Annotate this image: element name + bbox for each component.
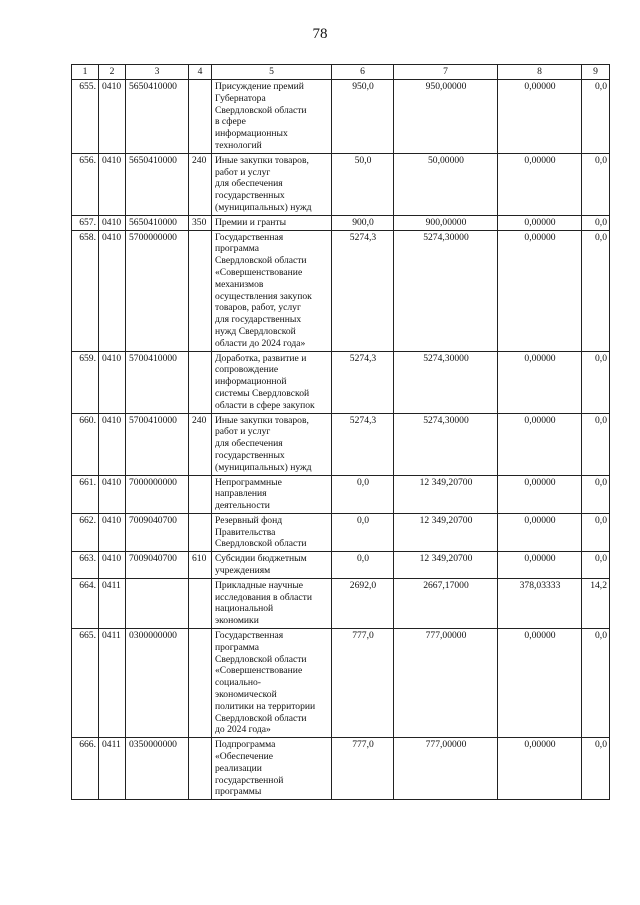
section-code: 0411 [99,578,126,628]
section-code: 0410 [99,215,126,230]
table-row [72,153,610,215]
section-code: 0410 [99,351,126,413]
value-col-6: 0,0 [332,552,394,579]
table-row [72,413,610,475]
header-col-2: 2 [99,65,126,80]
value-col-8: 0,00000 [498,351,582,413]
value-col-7: 950,00000 [394,80,498,154]
expense-type-code [189,629,212,738]
target-article-code: 5700410000 [126,413,189,475]
value-col-7: 5274,30000 [394,413,498,475]
expense-type-code: 240 [189,153,212,215]
value-col-9: 0,0 [582,230,610,351]
section-code: 0410 [99,552,126,579]
item-name: Подпрограмма «Обеспечение реализации государственной программы [212,738,332,800]
value-col-6: 950,0 [332,80,394,154]
table-row [72,475,610,513]
value-col-6: 5274,3 [332,230,394,351]
row-number: 666. [72,738,99,800]
section-code: 0411 [99,738,126,800]
value-col-8: 0,00000 [498,629,582,738]
value-col-8: 0,00000 [498,513,582,551]
target-article-code: 5650410000 [126,215,189,230]
expense-type-code [189,513,212,551]
row-number: 664. [72,578,99,628]
item-name: Премии и гранты [212,215,332,230]
value-col-6: 0,0 [332,475,394,513]
row-number: 665. [72,629,99,738]
value-col-6: 900,0 [332,215,394,230]
expense-type-code [189,230,212,351]
expense-type-code [189,475,212,513]
value-col-7: 50,00000 [394,153,498,215]
row-number: 660. [72,413,99,475]
header-col-5: 5 [212,65,332,80]
value-col-8: 0,00000 [498,552,582,579]
section-code: 0410 [99,230,126,351]
value-col-8: 0,00000 [498,413,582,475]
item-name: Государственная программа Свердловской области «Совершенствование социально- экономической политики на территории Свердловской области до 2024 года» [212,629,332,738]
value-col-7: 777,00000 [394,629,498,738]
value-col-6: 2692,0 [332,578,394,628]
target-article-code: 5650410000 [126,80,189,154]
expense-type-code: 350 [189,215,212,230]
value-col-9: 0,0 [582,351,610,413]
header-col-3: 3 [126,65,189,80]
section-code: 0410 [99,153,126,215]
expense-type-code [189,351,212,413]
row-number: 655. [72,80,99,154]
row-number: 663. [72,552,99,579]
row-number: 662. [72,513,99,551]
item-name: Доработка, развитие и сопровождение информационной системы Свердловской области в сфере закупок [212,351,332,413]
value-col-9: 0,0 [582,629,610,738]
row-number: 661. [72,475,99,513]
item-name: Присуждение премий Губернатора Свердловской области в сфере информационных технологий [212,80,332,154]
item-name: Непрограммные направления деятельности [212,475,332,513]
table-row [72,215,610,230]
value-col-8: 0,00000 [498,475,582,513]
row-number: 658. [72,230,99,351]
expense-type-code [189,738,212,800]
value-col-7: 12 349,20700 [394,513,498,551]
header-col-8: 8 [498,65,582,80]
item-name: Резервный фонд Правительства Свердловской области [212,513,332,551]
header-col-1: 1 [72,65,99,80]
value-col-7: 12 349,20700 [394,552,498,579]
value-col-6: 777,0 [332,629,394,738]
table-row [72,738,610,800]
value-col-6: 777,0 [332,738,394,800]
table-row [72,578,610,628]
row-number: 659. [72,351,99,413]
section-code: 0411 [99,629,126,738]
value-col-7: 12 349,20700 [394,475,498,513]
expense-type-code [189,80,212,154]
table-row [72,513,610,551]
value-col-8: 0,00000 [498,80,582,154]
value-col-6: 50,0 [332,153,394,215]
value-col-8: 0,00000 [498,153,582,215]
value-col-7: 777,00000 [394,738,498,800]
expense-type-code [189,578,212,628]
value-col-6: 5274,3 [332,413,394,475]
value-col-9: 0,0 [582,513,610,551]
item-name: Иные закупки товаров, работ и услуг для обеспечения государственных (муниципальных) нужд [212,413,332,475]
section-code: 0410 [99,80,126,154]
target-article-code: 5700000000 [126,230,189,351]
page-number: 78 [312,26,328,42]
section-code: 0410 [99,413,126,475]
value-col-9: 0,0 [582,738,610,800]
value-col-9: 0,0 [582,80,610,154]
value-col-9: 0,0 [582,552,610,579]
value-col-9: 0,0 [582,475,610,513]
table-row [72,80,610,154]
target-article-code: 5700410000 [126,351,189,413]
value-col-7: 2667,17000 [394,578,498,628]
table-row [72,552,610,579]
section-code: 0410 [99,475,126,513]
value-col-8: 0,00000 [498,215,582,230]
value-col-8: 0,00000 [498,230,582,351]
expense-type-code: 240 [189,413,212,475]
table-row [72,629,610,738]
value-col-7: 5274,30000 [394,351,498,413]
target-article-code: 0350000000 [126,738,189,800]
value-col-6: 0,0 [332,513,394,551]
item-name: Государственная программа Свердловской области «Совершенствование механизмов осуществления закупок товаров, работ, услуг для государственных нужд Свердловской области до 2024 года» [212,230,332,351]
target-article-code: 7009040700 [126,552,189,579]
header-col-9: 9 [582,65,610,80]
value-col-9: 0,0 [582,215,610,230]
row-number: 656. [72,153,99,215]
section-code: 0410 [99,513,126,551]
expense-type-code: 610 [189,552,212,579]
value-col-8: 378,03333 [498,578,582,628]
target-article-code: 7000000000 [126,475,189,513]
value-col-6: 5274,3 [332,351,394,413]
item-name: Прикладные научные исследования в области национальной экономики [212,578,332,628]
value-col-7: 900,00000 [394,215,498,230]
table-row [72,351,610,413]
header-col-6: 6 [332,65,394,80]
table-row [72,230,610,351]
value-col-9: 14,2 [582,578,610,628]
value-col-9: 0,0 [582,153,610,215]
target-article-code: 0300000000 [126,629,189,738]
value-col-7: 5274,30000 [394,230,498,351]
header-col-4: 4 [189,65,212,80]
target-article-code: 5650410000 [126,153,189,215]
value-col-8: 0,00000 [498,738,582,800]
target-article-code [126,578,189,628]
target-article-code: 7009040700 [126,513,189,551]
header-row [72,65,610,80]
budget-table [71,64,610,800]
header-col-7: 7 [394,65,498,80]
item-name: Иные закупки товаров, работ и услуг для обеспечения государственных (муниципальных) нужд [212,153,332,215]
value-col-9: 0,0 [582,413,610,475]
row-number: 657. [72,215,99,230]
item-name: Субсидии бюджетным учреждениям [212,552,332,579]
